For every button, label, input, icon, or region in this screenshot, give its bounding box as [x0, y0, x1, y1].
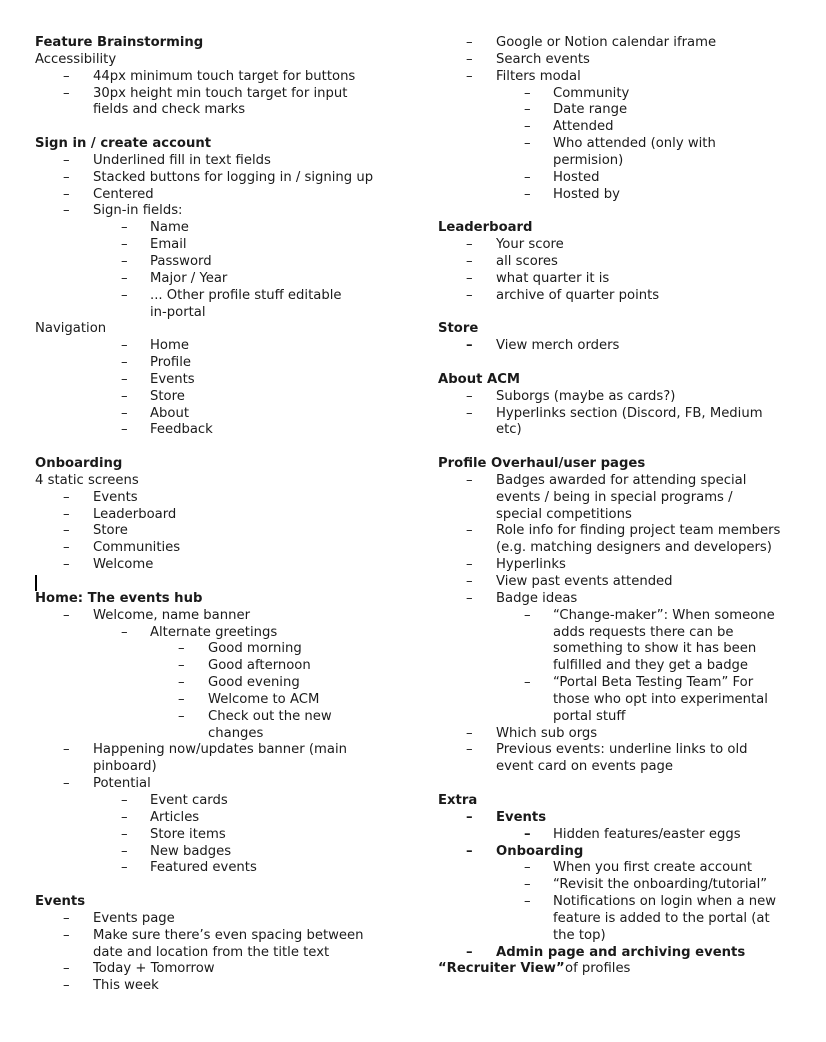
line-text: Profile — [150, 355, 192, 371]
bullet-dash-icon: – — [121, 253, 128, 269]
bullet-level-2-feature-is-added-to-the-portal-at[interactable] — [438, 911, 818, 928]
line-text: Make sure there’s even spacing between — [93, 927, 364, 943]
line-text: When you first create account — [553, 860, 753, 876]
bullet-dash-icon: – — [121, 624, 128, 640]
line-text: This week — [93, 978, 159, 994]
bullet-dash-icon: – — [466, 742, 473, 758]
line-text: Events — [496, 809, 547, 825]
bullet-level-1-44px-minimum-touch-target-for-buttons[interactable] — [35, 69, 415, 86]
line-text: Notifications on login when a new — [553, 894, 777, 910]
bullet-dash-icon: – — [121, 338, 128, 354]
text-cursor-line[interactable] — [35, 574, 415, 591]
bullet-level-2-hosted-by[interactable] — [438, 187, 818, 204]
bullet-dash-icon: – — [524, 119, 531, 135]
bullet-dash-icon: – — [63, 927, 70, 943]
bullet-level-1-events-page[interactable] — [35, 911, 415, 928]
line-text: Which sub orgs — [496, 725, 598, 741]
line-text: About — [150, 405, 189, 421]
bullet-dash-icon: – — [524, 675, 531, 691]
bullet-dash-icon: – — [466, 843, 473, 859]
bullet-level-2-the-top[interactable] — [438, 928, 818, 945]
heading-feature-brainstorming[interactable] — [35, 35, 415, 52]
bullet-level-2-profile[interactable] — [35, 355, 415, 372]
bullet-dash-icon: – — [466, 253, 473, 269]
bullet-level-2-portal-beta-testing-team-for[interactable] — [438, 675, 818, 692]
bullet-dash-icon: – — [63, 152, 70, 168]
bullet-level-2-change-maker-when-someone[interactable] — [438, 608, 818, 625]
line-text: Check out the new — [208, 708, 332, 724]
bullet-level-1-special-competitions[interactable] — [438, 507, 818, 524]
bullet-dash-icon: – — [63, 68, 70, 84]
bullet-dash-icon: – — [121, 792, 128, 808]
blank-line — [35, 119, 415, 136]
line-text: “Portal Beta Testing Team” For — [553, 675, 754, 691]
bullet-level-3-good-afternoon[interactable] — [35, 658, 415, 675]
bullet-dash-icon: – — [524, 607, 531, 623]
line-text: Store — [93, 523, 128, 539]
blank-line — [35, 439, 415, 456]
line-text: Hosted by — [553, 186, 620, 202]
line-continuation-text: those who opt into experimental — [553, 691, 768, 707]
line-text: Leaderboard — [438, 220, 533, 236]
notes-column-right — [438, 35, 818, 978]
bullet-dash-icon: – — [178, 675, 185, 691]
bullet-dash-icon: – — [466, 287, 473, 303]
bullet-level-2-feedback[interactable] — [35, 422, 415, 439]
bullet-level-2-store-items[interactable] — [35, 827, 415, 844]
bullet-level-1-e-g-matching-designers-and-developers[interactable] — [438, 540, 818, 557]
bullet-level-1-event-card-on-events-page[interactable] — [438, 759, 818, 776]
bullet-level-2-alternate-greetings[interactable] — [35, 625, 415, 642]
bullet-dash-icon: – — [63, 169, 70, 185]
line-text: New badges — [150, 843, 232, 859]
bullet-level-1-store[interactable] — [35, 523, 415, 540]
bullet-dash-icon: – — [63, 910, 70, 926]
line-text: Events — [93, 489, 138, 505]
line-continuation-text: in-portal — [150, 304, 206, 320]
bullet-dash-icon: – — [466, 68, 473, 84]
bullet-level-1-this-week[interactable] — [35, 978, 415, 995]
line-text: Home — [150, 338, 189, 354]
bullet-dash-icon: – — [121, 809, 128, 825]
line-text: Google or Notion calendar iframe — [496, 35, 717, 50]
bullet-dash-icon: – — [63, 506, 70, 522]
line-text: Sign in / create account — [35, 136, 212, 152]
bullet-dash-icon: – — [524, 136, 531, 152]
bullet-dash-icon: – — [524, 186, 531, 202]
line-continuation-text: (e.g. matching designers and developers) — [496, 540, 772, 556]
heading-extra[interactable] — [438, 793, 818, 810]
bullet-dash-icon: – — [524, 169, 531, 185]
bullet-dash-icon: – — [121, 270, 128, 286]
line-text: Major / Year — [150, 270, 228, 286]
line-text: Centered — [93, 186, 154, 202]
line-text: Welcome, name banner — [93, 607, 251, 623]
line-text: Search events — [496, 51, 590, 67]
bullet-level-1-underlined-fill-in-text-fields[interactable] — [35, 153, 415, 170]
line-text: Stacked buttons for logging in / signing up — [93, 169, 374, 185]
bullet-level-1-date-and-location-from-the-title-text[interactable] — [35, 945, 415, 962]
bullet-level-1-filters-modal[interactable] — [438, 69, 818, 86]
bullet-dash-icon: – — [121, 220, 128, 236]
bullet-level-1-welcome[interactable] — [35, 557, 415, 574]
line-text: what quarter it is — [496, 270, 610, 286]
line-text: Community — [553, 85, 630, 101]
bullet-level-1-badges-awarded-for-attending-special[interactable] — [438, 473, 818, 490]
line-continuation-text: changes — [208, 725, 264, 741]
line-text: Communities — [93, 540, 181, 556]
bullet-level-1-welcome-name-banner[interactable] — [35, 608, 415, 625]
bullet-dash-icon: – — [524, 826, 531, 842]
bullet-dash-icon: – — [63, 978, 70, 994]
line-continuation-text: special competitions — [496, 506, 632, 522]
bullet-level-1-view-merch-orders[interactable] — [438, 338, 818, 355]
line-text: Events — [150, 371, 195, 387]
bullet-level-1-events-being-in-special-programs[interactable] — [438, 490, 818, 507]
bullet-dash-icon: – — [466, 590, 473, 606]
bullet-dash-icon: – — [121, 422, 128, 438]
heading-sign-in-create-account[interactable] — [35, 136, 415, 153]
bullet-level-1-potential[interactable] — [35, 776, 415, 793]
bullet-dash-icon: – — [121, 371, 128, 387]
bullet-level-1-hyperlinks[interactable] — [438, 557, 818, 574]
bullet-level-1-sign-in-fields[interactable] — [35, 203, 415, 220]
bullet-dash-icon: – — [524, 877, 531, 893]
line-continuation-text: fulfilled and they get a badge — [553, 658, 749, 674]
bullet-level-1-search-events[interactable] — [438, 52, 818, 69]
line-text: Admin page and archiving events — [496, 944, 746, 960]
bullet-level-2-attended[interactable] — [438, 119, 818, 136]
line-continuation-text: date and location from the title text — [93, 944, 330, 960]
bullet-level-2-articles[interactable] — [35, 810, 415, 827]
line-continuation-text: feature is added to the portal (at — [553, 910, 770, 926]
bullet-level-2-those-who-opt-into-experimental[interactable] — [438, 692, 818, 709]
bullet-dash-icon: – — [63, 203, 70, 219]
line-continuation-text: the top) — [553, 927, 606, 943]
line-text: View merch orders — [496, 338, 620, 354]
bullet-dash-icon: – — [178, 641, 185, 657]
line-text: Home: The events hub — [35, 590, 203, 606]
line-text: Accessibility — [35, 51, 117, 67]
bullet-dash-icon: – — [121, 860, 128, 876]
bullet-dash-icon: – — [63, 742, 70, 758]
bullet-level-2-store[interactable] — [35, 389, 415, 406]
line-continuation-text: etc) — [496, 422, 522, 438]
bullet-dash-icon: – — [466, 472, 473, 488]
bullet-dash-icon: – — [63, 961, 70, 977]
line-text: Welcome — [93, 557, 154, 573]
bullet-level-1-stacked-buttons-for-logging-in-signing-u[interactable] — [35, 170, 415, 187]
line-text: Name — [150, 220, 189, 236]
line-text: About ACM — [438, 371, 520, 387]
bullet-level-1-events[interactable] — [438, 810, 818, 827]
bullet-level-1-role-info-for-finding-project-team-membe[interactable] — [438, 523, 818, 540]
bullet-level-1-events[interactable] — [35, 490, 415, 507]
bullet-level-1-archive-of-quarter-points[interactable] — [438, 288, 818, 305]
line-continuation-text: events / being in special programs / — [496, 489, 733, 505]
bullet-level-1-admin-page-and-archiving-events[interactable] — [438, 945, 818, 962]
bullet-level-2-who-attended-only-with[interactable] — [438, 136, 818, 153]
line-text: Badge ideas — [496, 590, 578, 606]
line-text: ... Other profile stuff editable — [150, 287, 342, 303]
heading-store[interactable] — [438, 321, 818, 338]
bullet-level-1-today-tomorrow[interactable] — [35, 961, 415, 978]
line-text: Suborgs (maybe as cards?) — [496, 388, 676, 404]
line-continuation-text: something to show it has been — [553, 641, 757, 657]
bullet-level-1-previous-events-underline-links-to-old[interactable] — [438, 742, 818, 759]
line-text: Alternate greetings — [150, 624, 278, 640]
bullet-dash-icon: – — [121, 237, 128, 253]
bullet-level-2-permision[interactable] — [438, 153, 818, 170]
bullet-dash-icon: – — [524, 894, 531, 910]
bullet-level-1-pinboard[interactable] — [35, 759, 415, 776]
bullet-level-2-notifications-on-login-when-a-new[interactable] — [438, 894, 818, 911]
bullet-level-1-communities[interactable] — [35, 540, 415, 557]
line-text: Role info for finding project team members — [496, 523, 781, 539]
bullet-level-1-suborgs-maybe-as-cards[interactable] — [438, 389, 818, 406]
line-text: 30px height min touch target for input — [93, 85, 348, 101]
bullet-dash-icon: – — [466, 51, 473, 67]
subheading-4-static-screens[interactable] — [35, 473, 415, 490]
line-suffix-text: of profiles — [565, 961, 631, 977]
bullet-level-1-your-score[interactable] — [438, 237, 818, 254]
line-text: Feature Brainstorming — [35, 35, 204, 50]
bullet-level-2-major-year[interactable] — [35, 271, 415, 288]
bullet-level-1-onboarding[interactable] — [438, 844, 818, 861]
bullet-dash-icon: – — [466, 944, 473, 960]
line-text: Potential — [93, 776, 151, 792]
line-text: Events — [35, 894, 86, 910]
bullet-level-1-all-scores[interactable] — [438, 254, 818, 271]
blank-line — [438, 776, 818, 793]
bullet-level-2-when-you-first-create-account[interactable] — [438, 860, 818, 877]
line-text: Event cards — [150, 792, 228, 808]
line-text: Hidden features/easter eggs — [553, 826, 741, 842]
bullet-level-2-name[interactable] — [35, 220, 415, 237]
line-text: Happening now/updates banner (main — [93, 742, 347, 758]
line-text: Filters modal — [496, 68, 581, 84]
line-continuation-text: adds requests there can be — [553, 624, 734, 640]
line-text: Badges awarded for attending special — [496, 472, 747, 488]
bullet-level-2-password[interactable] — [35, 254, 415, 271]
bullet-dash-icon: – — [63, 489, 70, 505]
line-text: Password — [150, 253, 212, 269]
blank-line — [35, 877, 415, 894]
heading-about-acm[interactable] — [438, 372, 818, 389]
line-text: Feedback — [150, 422, 213, 438]
line-text: “Change-maker”: When someone — [553, 607, 775, 623]
bullet-level-2-event-cards[interactable] — [35, 793, 415, 810]
line-continuation-text: pinboard) — [93, 759, 157, 775]
bullet-level-2-fulfilled-and-they-get-a-badge[interactable] — [438, 658, 818, 675]
bullet-level-2-hidden-features-easter-eggs[interactable] — [438, 827, 818, 844]
line-text: Good evening — [208, 675, 300, 691]
bullet-level-1-google-or-notion-calendar-iframe[interactable] — [438, 35, 818, 52]
line-continuation-text: fields and check marks — [93, 102, 246, 118]
bullet-dash-icon: – — [63, 776, 70, 792]
bullet-dash-icon: – — [63, 186, 70, 202]
bullet-level-3-changes[interactable] — [35, 726, 415, 743]
line-text: Your score — [496, 237, 564, 253]
heading-recruiter-view[interactable] — [438, 961, 818, 978]
line-text: all scores — [496, 253, 558, 269]
line-text: Extra — [438, 792, 478, 808]
line-text: Featured events — [150, 860, 257, 876]
subheading-navigation[interactable] — [35, 321, 415, 338]
bullet-level-2-email[interactable] — [35, 237, 415, 254]
line-continuation-text: event card on events page — [496, 759, 674, 775]
line-text: “Recruiter View” — [438, 961, 565, 977]
bullet-dash-icon: – — [121, 287, 128, 303]
bullet-level-3-welcome-to-acm[interactable] — [35, 692, 415, 709]
bullet-level-1-etc[interactable] — [438, 422, 818, 439]
bullet-level-1-centered[interactable] — [35, 187, 415, 204]
bullet-dash-icon: – — [178, 658, 185, 674]
bullet-level-3-good-morning[interactable] — [35, 641, 415, 658]
bullet-level-2-home[interactable] — [35, 338, 415, 355]
bullet-level-2-adds-requests-there-can-be[interactable] — [438, 625, 818, 642]
line-text: View past events attended — [496, 574, 673, 589]
heading-profile-overhaul-user-pages[interactable] — [438, 456, 818, 473]
bullet-dash-icon: – — [121, 826, 128, 842]
bullet-level-1-fields-and-check-marks[interactable] — [35, 102, 415, 119]
bullet-level-2-something-to-show-it-has-been[interactable] — [438, 641, 818, 658]
bullet-dash-icon: – — [466, 557, 473, 573]
bullet-level-1-hyperlinks-section-discord-fb-medium[interactable] — [438, 406, 818, 423]
bullet-level-2-community[interactable] — [438, 86, 818, 103]
line-text: Store — [150, 388, 185, 404]
notes-column-left — [35, 35, 415, 995]
bullet-dash-icon: – — [121, 405, 128, 421]
bullet-dash-icon: – — [63, 540, 70, 556]
bullet-level-2-date-range[interactable] — [438, 102, 818, 119]
bullet-level-1-which-sub-orgs[interactable] — [438, 726, 818, 743]
bullet-level-1-view-past-events-attended[interactable] — [438, 574, 818, 591]
bullet-dash-icon: – — [524, 102, 531, 118]
line-text: Events page — [93, 910, 175, 926]
line-text: Date range — [553, 102, 628, 118]
bullet-dash-icon: – — [63, 557, 70, 573]
heading-home-the-events-hub[interactable] — [35, 591, 415, 608]
bullet-dash-icon: – — [466, 405, 473, 421]
blank-line — [438, 305, 818, 322]
line-text: Leaderboard — [93, 506, 177, 522]
heading-events[interactable] — [35, 894, 415, 911]
line-text: Hyperlinks section (Discord, FB, Medium — [496, 405, 763, 421]
bullet-dash-icon: – — [63, 85, 70, 101]
bullet-dash-icon: – — [178, 691, 185, 707]
line-text: Attended — [553, 119, 614, 135]
bullet-dash-icon: – — [63, 607, 70, 623]
line-text: Who attended (only with — [553, 136, 716, 152]
bullet-dash-icon: – — [524, 860, 531, 876]
line-text: Onboarding — [35, 456, 123, 472]
blank-line — [438, 203, 818, 220]
line-text: Hosted — [553, 169, 600, 185]
bullet-dash-icon: – — [466, 574, 473, 589]
line-text: Email — [150, 237, 187, 253]
line-text: Navigation — [35, 321, 107, 337]
bullet-dash-icon: – — [466, 338, 473, 354]
bullet-dash-icon: – — [178, 708, 185, 724]
blank-line — [438, 355, 818, 372]
bullet-level-1-30px-height-min-touch-target-for-input[interactable] — [35, 86, 415, 103]
bullet-level-1-make-sure-there-s-even-spacing-between[interactable] — [35, 928, 415, 945]
bullet-level-2-hosted[interactable] — [438, 170, 818, 187]
bullet-level-2-revisit-the-onboarding-tutorial[interactable] — [438, 877, 818, 894]
bullet-level-1-leaderboard[interactable] — [35, 507, 415, 524]
line-text: Hyperlinks — [496, 557, 566, 573]
line-text: Sign-in fields: — [93, 203, 183, 219]
bullet-dash-icon: – — [466, 809, 473, 825]
line-text: “Revisit the onboarding/tutorial” — [553, 877, 768, 893]
bullet-dash-icon: – — [121, 843, 128, 859]
line-text: Today + Tomorrow — [93, 961, 215, 977]
line-text: Articles — [150, 809, 200, 825]
text-cursor — [35, 575, 37, 591]
bullet-level-2-events[interactable] — [35, 372, 415, 389]
bullet-dash-icon: – — [466, 388, 473, 404]
bullet-level-2-new-badges[interactable] — [35, 844, 415, 861]
bullet-dash-icon: – — [524, 85, 531, 101]
bullet-level-2-featured-events[interactable] — [35, 860, 415, 877]
bullet-dash-icon: – — [466, 237, 473, 253]
line-text: Store — [438, 321, 479, 337]
line-continuation-text: permision) — [553, 152, 624, 168]
subheading-accessibility[interactable] — [35, 52, 415, 69]
line-text: Underlined fill in text fields — [93, 152, 271, 168]
bullet-level-2-portal-stuff[interactable] — [438, 709, 818, 726]
bullet-level-2-in-portal[interactable] — [35, 305, 415, 322]
line-text: Onboarding — [496, 843, 584, 859]
bullet-level-1-what-quarter-it-is[interactable] — [438, 271, 818, 288]
bullet-dash-icon: – — [466, 725, 473, 741]
bullet-dash-icon: – — [121, 355, 128, 371]
line-text: Previous events: underline links to old — [496, 742, 748, 758]
bullet-dash-icon: – — [121, 388, 128, 404]
bullet-level-2-about[interactable] — [35, 406, 415, 423]
heading-onboarding[interactable] — [35, 456, 415, 473]
line-text: archive of quarter points — [496, 287, 660, 303]
line-text: Good morning — [208, 641, 302, 657]
line-continuation-text: portal stuff — [553, 708, 626, 724]
bullet-dash-icon: – — [466, 35, 473, 50]
bullet-dash-icon: – — [63, 523, 70, 539]
line-text: 44px minimum touch target for buttons — [93, 68, 356, 84]
bullet-level-2-other-profile-stuff-editable[interactable] — [35, 288, 415, 305]
bullet-level-3-good-evening[interactable] — [35, 675, 415, 692]
heading-leaderboard[interactable] — [438, 220, 818, 237]
bullet-level-1-happening-now-updates-banner-main[interactable] — [35, 742, 415, 759]
line-text: Profile Overhaul/user pages — [438, 456, 646, 472]
line-text: 4 static screens — [35, 472, 139, 488]
line-text: Store items — [150, 826, 226, 842]
bullet-level-1-badge-ideas[interactable] — [438, 591, 818, 608]
line-text: Welcome to ACM — [208, 691, 320, 707]
bullet-dash-icon: – — [466, 270, 473, 286]
blank-line — [438, 439, 818, 456]
bullet-dash-icon: – — [466, 523, 473, 539]
bullet-level-3-check-out-the-new[interactable] — [35, 709, 415, 726]
line-text: Good afternoon — [208, 658, 311, 674]
